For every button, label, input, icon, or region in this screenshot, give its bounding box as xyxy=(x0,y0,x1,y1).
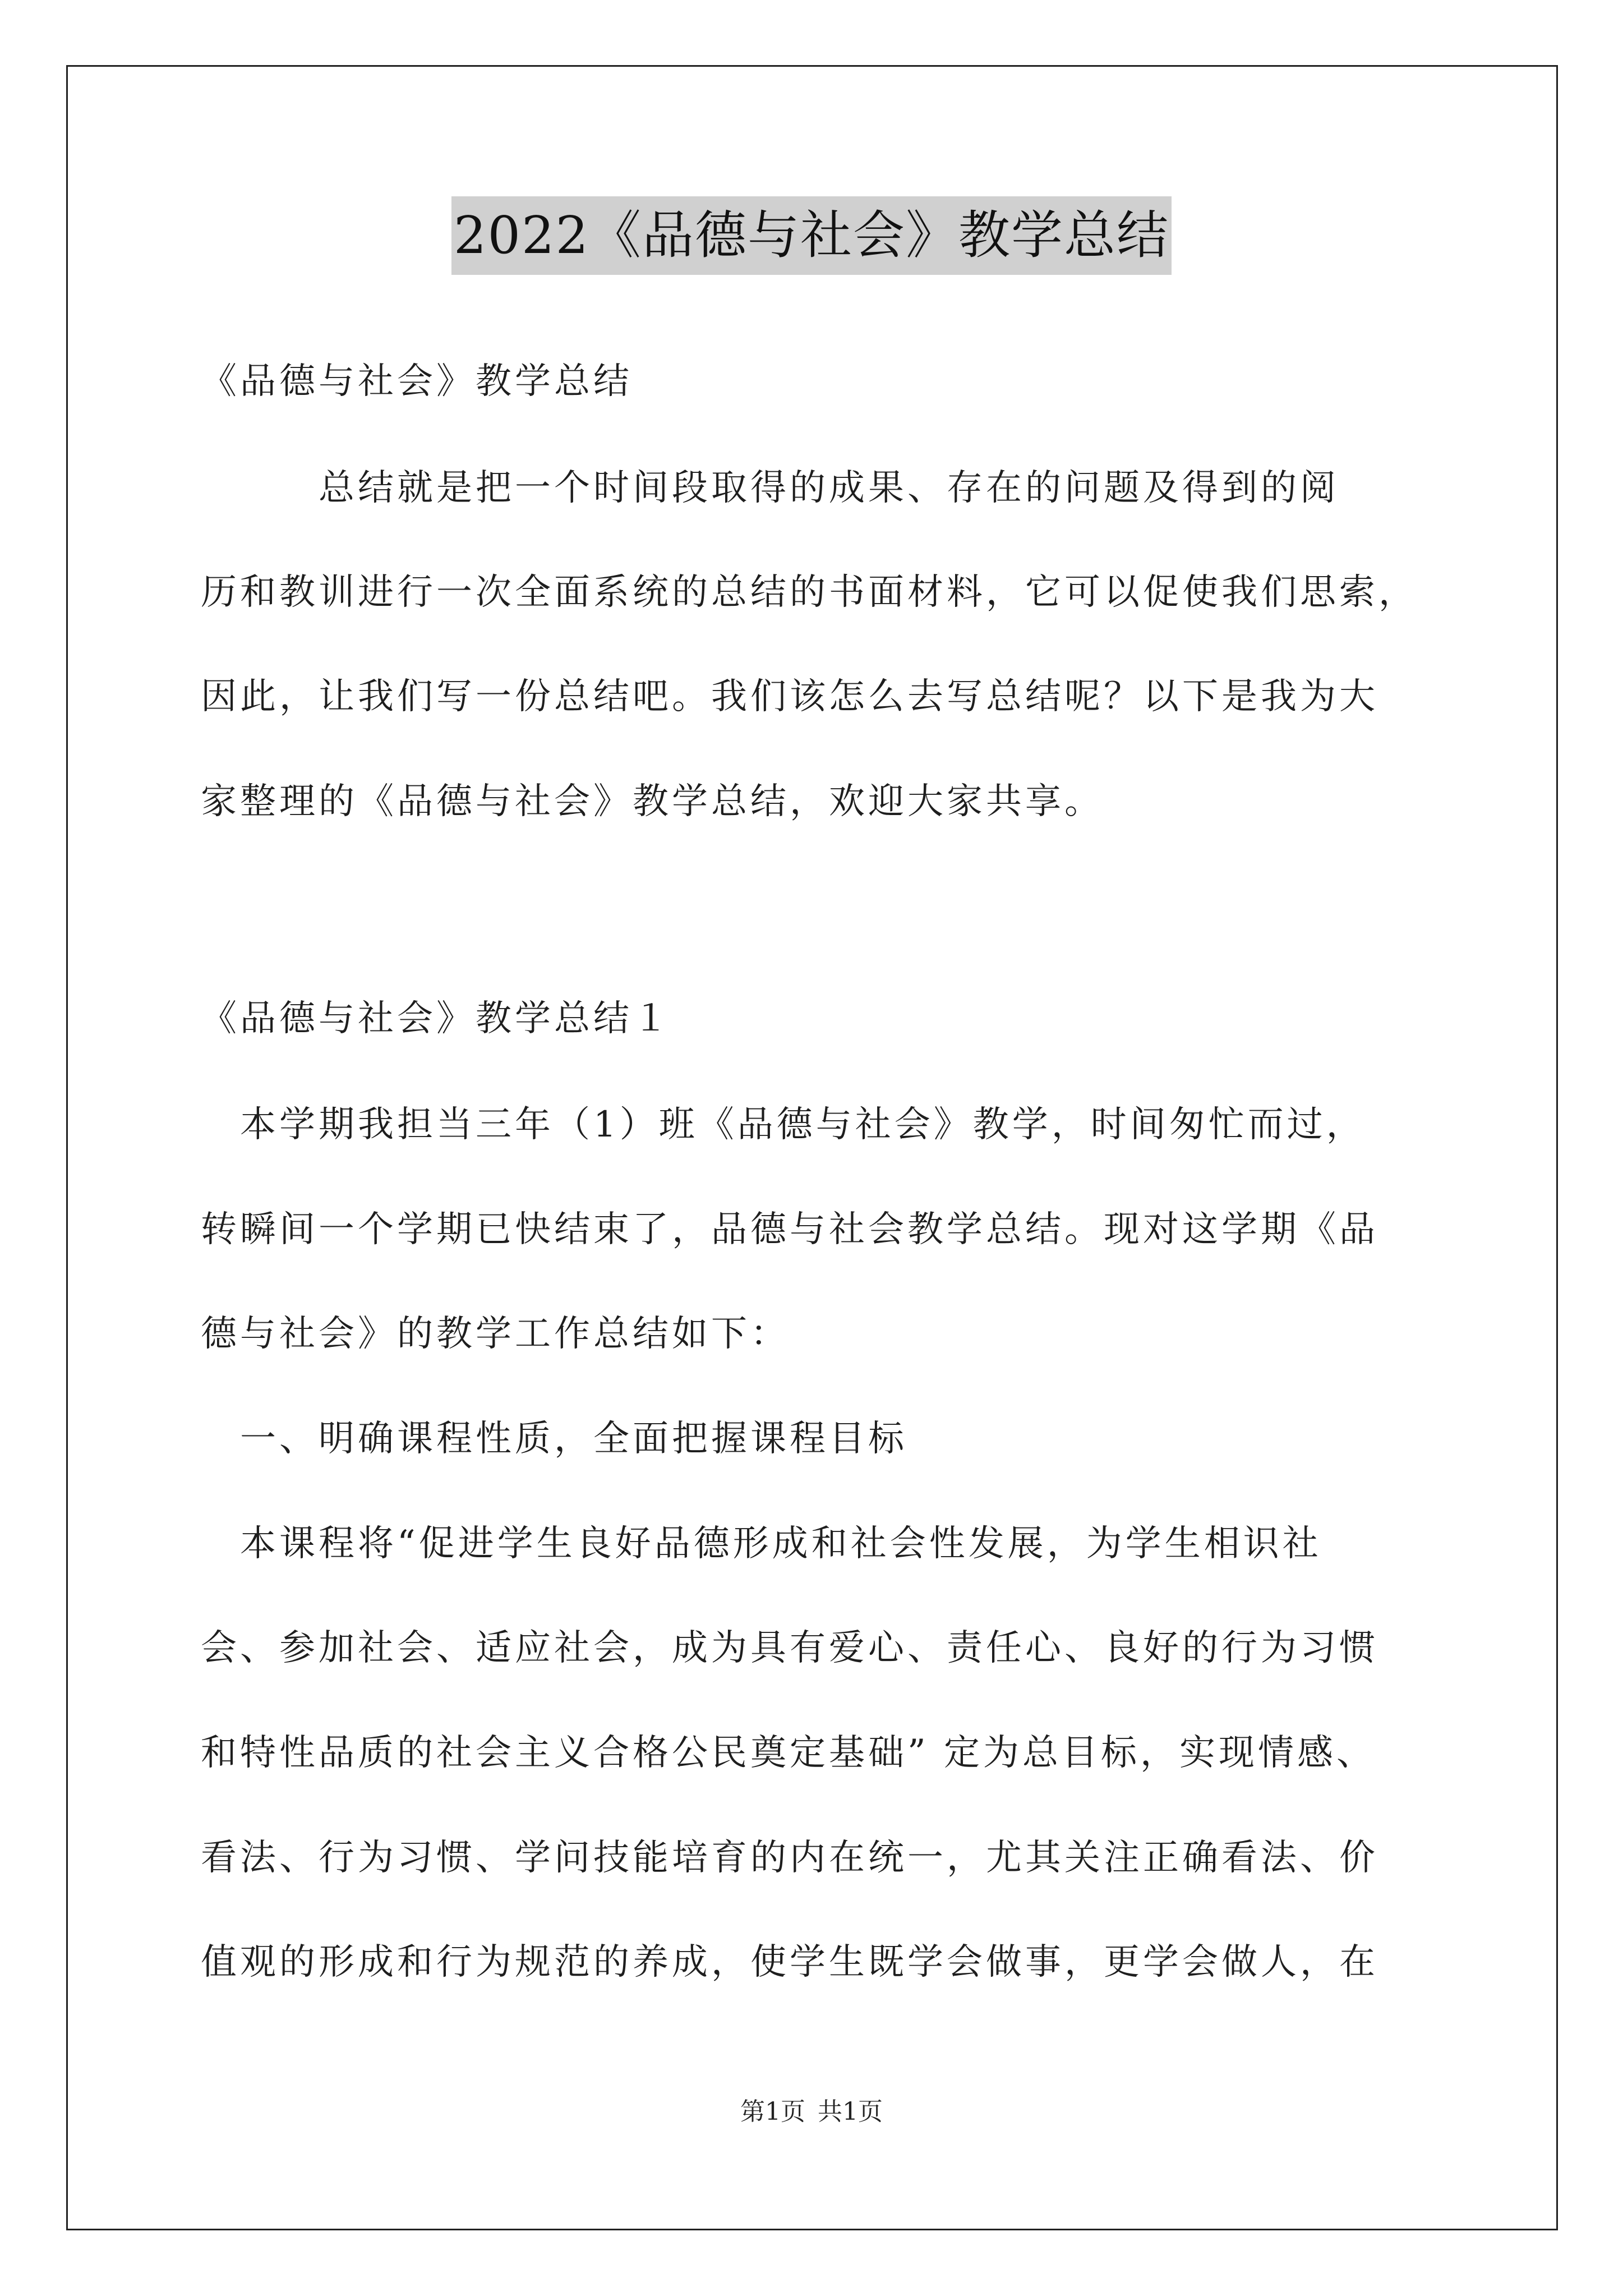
subtitle-line: 《品德与社会》教学总结 xyxy=(201,361,633,402)
body-line: 看法、行为习惯、学问技能培育的内在统一，尤其关注正确看法、价 xyxy=(201,1837,1378,1879)
title-container xyxy=(0,196,1623,275)
body-line: 和特性品质的社会主义合格公民奠定基础” 定为总目标，实现情感、 xyxy=(201,1732,1376,1774)
subheading-line: 一、明确课程性质，全面把握课程目标 xyxy=(201,1418,907,1460)
page-footer xyxy=(0,2091,1623,2127)
body-line: 历和教训进行一次全面系统的总结的书面材料，它可以促使我们思索， xyxy=(201,572,1418,613)
body-line: 因此，让我们写一份总结吧。我们该怎么去写总结呢？以下是我为大 xyxy=(201,676,1378,717)
body-line: 本课程将“促进学生良好品德形成和社会性发展，为学生相识社 xyxy=(201,1523,1322,1565)
page-number: 第1页 xyxy=(740,2097,805,2126)
body-line: 本学期我担当三年（1）班《品德与社会》教学，时间匆忙而过， xyxy=(201,1104,1366,1145)
section-heading: 《品德与社会》教学总结１ xyxy=(201,998,672,1039)
body-line: 德与社会》的教学工作总结如下： xyxy=(201,1313,790,1355)
body-line: 家整理的《品德与社会》教学总结，欢迎大家共享。 xyxy=(201,781,1104,822)
body-line: 转瞬间一个学期已快结束了，品德与社会教学总结。现对这学期《品 xyxy=(201,1209,1378,1250)
document-title: 2022《品德与社会》教学总结 xyxy=(451,196,1172,275)
body-line: 会、参加社会、适应社会，成为具有爱心、责任心、良好的行为习惯 xyxy=(201,1627,1378,1669)
body-line: 总结就是把一个时间段取得的成果、存在的问题及得到的阅 xyxy=(201,467,1339,509)
body-line: 值观的形成和行为规范的养成，使学生既学会做事，更学会做人，在 xyxy=(201,1941,1378,1983)
page-total: 共1页 xyxy=(818,2097,883,2126)
